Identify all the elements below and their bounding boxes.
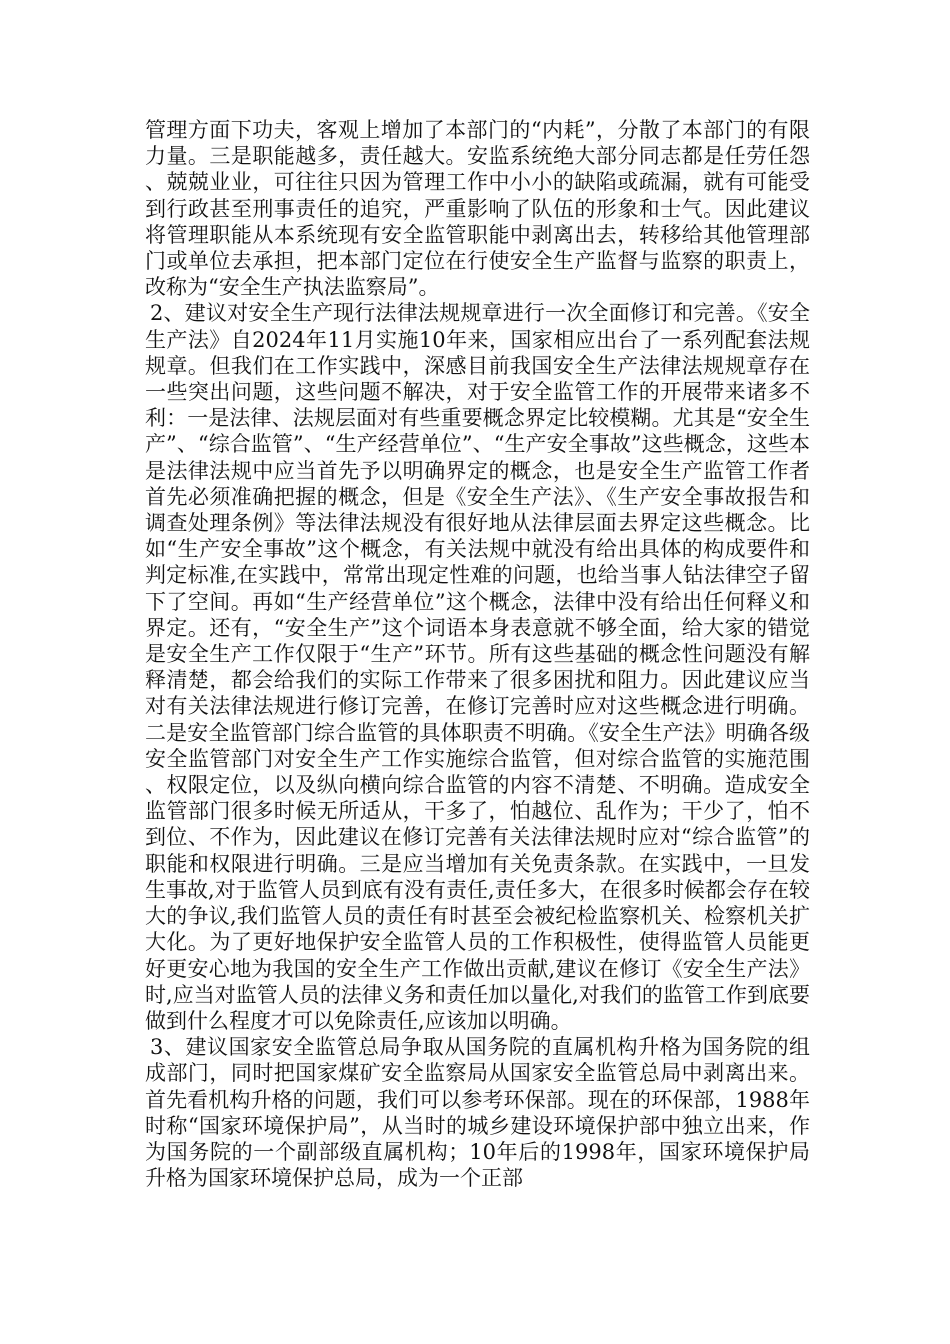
paragraph-agency-upgrade: 3、建议国家安全监管总局争取从国务院的直属机构升格为国务院的组成部门，同时把国家煤矿安全监察局从国家安全监管总局中剥离出来。首先看机构升格的问题，我们可以参考环保部。现在的环保部，1988年时称“国家环境保护局”，从当时的城乡建设环境保护部中独立出来，作为国务院的一个副部级直属机构；10年后的1998年，国家环境保护局升格为国家环境保护总局，成为一个正部 xyxy=(145,1035,810,1191)
paragraph-management-functions: 管理方面下功夫，客观上增加了本部门的“内耗”，分散了本部门的有限力量。三是职能越多，责任越大。安监系统绝大部分同志都是任劳任怨、兢兢业业，可往往只因为管理工作中小小的缺陷或疏漏，就有可能受到行政甚至刑事责任的追究，严重影响了队伍的形象和士气。因此建议将管理职能从本系统现有安全监管职能中剥离出去，转移给其他管理部门或单位去承担，把本部门定位在行使安全生产监督与监察的职责上，改称为“安全生产执法监察局”。 xyxy=(145,118,810,300)
paragraph-law-revision: 2、建议对安全生产现行法律法规规章进行一次全面修订和完善。《安全生产法》自2024年11月实施10年来，国家相应出台了一系列配套法规规章。但我们在工作实践中，深感目前我国安全生产法律法规规章存在一些突出问题，这些问题不解决，对于安全监管工作的开展带来诸多不利：一是法律、法规层面对有些重要概念界定比较模糊。尤其是“安全生产”、“综合监管”、“生产经营单位”、“生产安全事故”这些概念，这些本是法律法规中应当首先予以明确界定的概念，也是安全生产监管工作者首先必须准确把握的概念，但是《安全生产法》、《生产安全事故报告和调查处理条例》等法律法规没有很好地从法律层面去界定这些概念。比如“生产安全事故”这个概念，有关法规中就没有给出具体的构成要件和判定标准,在实践中，常常出现定性难的问题，也给当事人钻法律空子留下了空间。再如“生产经营单位”这个概念，法律中没有给出任何释义和界定。还有，“安全生产”这个词语本身表意就不够全面，给大家的错觉是安全生产工作仅限于“生产”环节。所有这些基础的概念性问题没有解释清楚，都会给我们的实际工作带来了很多困扰和阻力。因此建议应当对有关法律法规进行修订完善，在修订完善时应对这些概念进行明确。二是安全监管部门综合监管的具体职责不明确。《安全生产法》明确各级安全监管部门对安全生产工作实施综合监管，但对综合监管的实施范围、权限定位，以及纵向横向综合监管的内容不清楚、不明确。造成安全监管部门很多时候无所适从，干多了，怕越位、乱作为；干少了，怕不到位、不作为，因此建议在修订完善有关法律法规时应对“综合监管”的职能和权限进行明确。三是应当增加有关免责条款。在实践中，一旦发生事故,对于监管人员到底有没有责任,责任多大，在很多时候都会存在较大的争议,我们监管人员的责任有时甚至会被纪检监察机关、检察机关扩大化。为了更好地保护安全监管人员的工作积极性，使得监管人员能更好更安心地为我国的安全生产工作做出贡献,建议在修订《安全生产法》时,应当对监管人员的法律义务和责任加以量化,对我们的监管工作到底要做到什么程度才可以免除责任,应该加以明确。 xyxy=(145,301,810,1033)
document-page xyxy=(145,117,810,1191)
